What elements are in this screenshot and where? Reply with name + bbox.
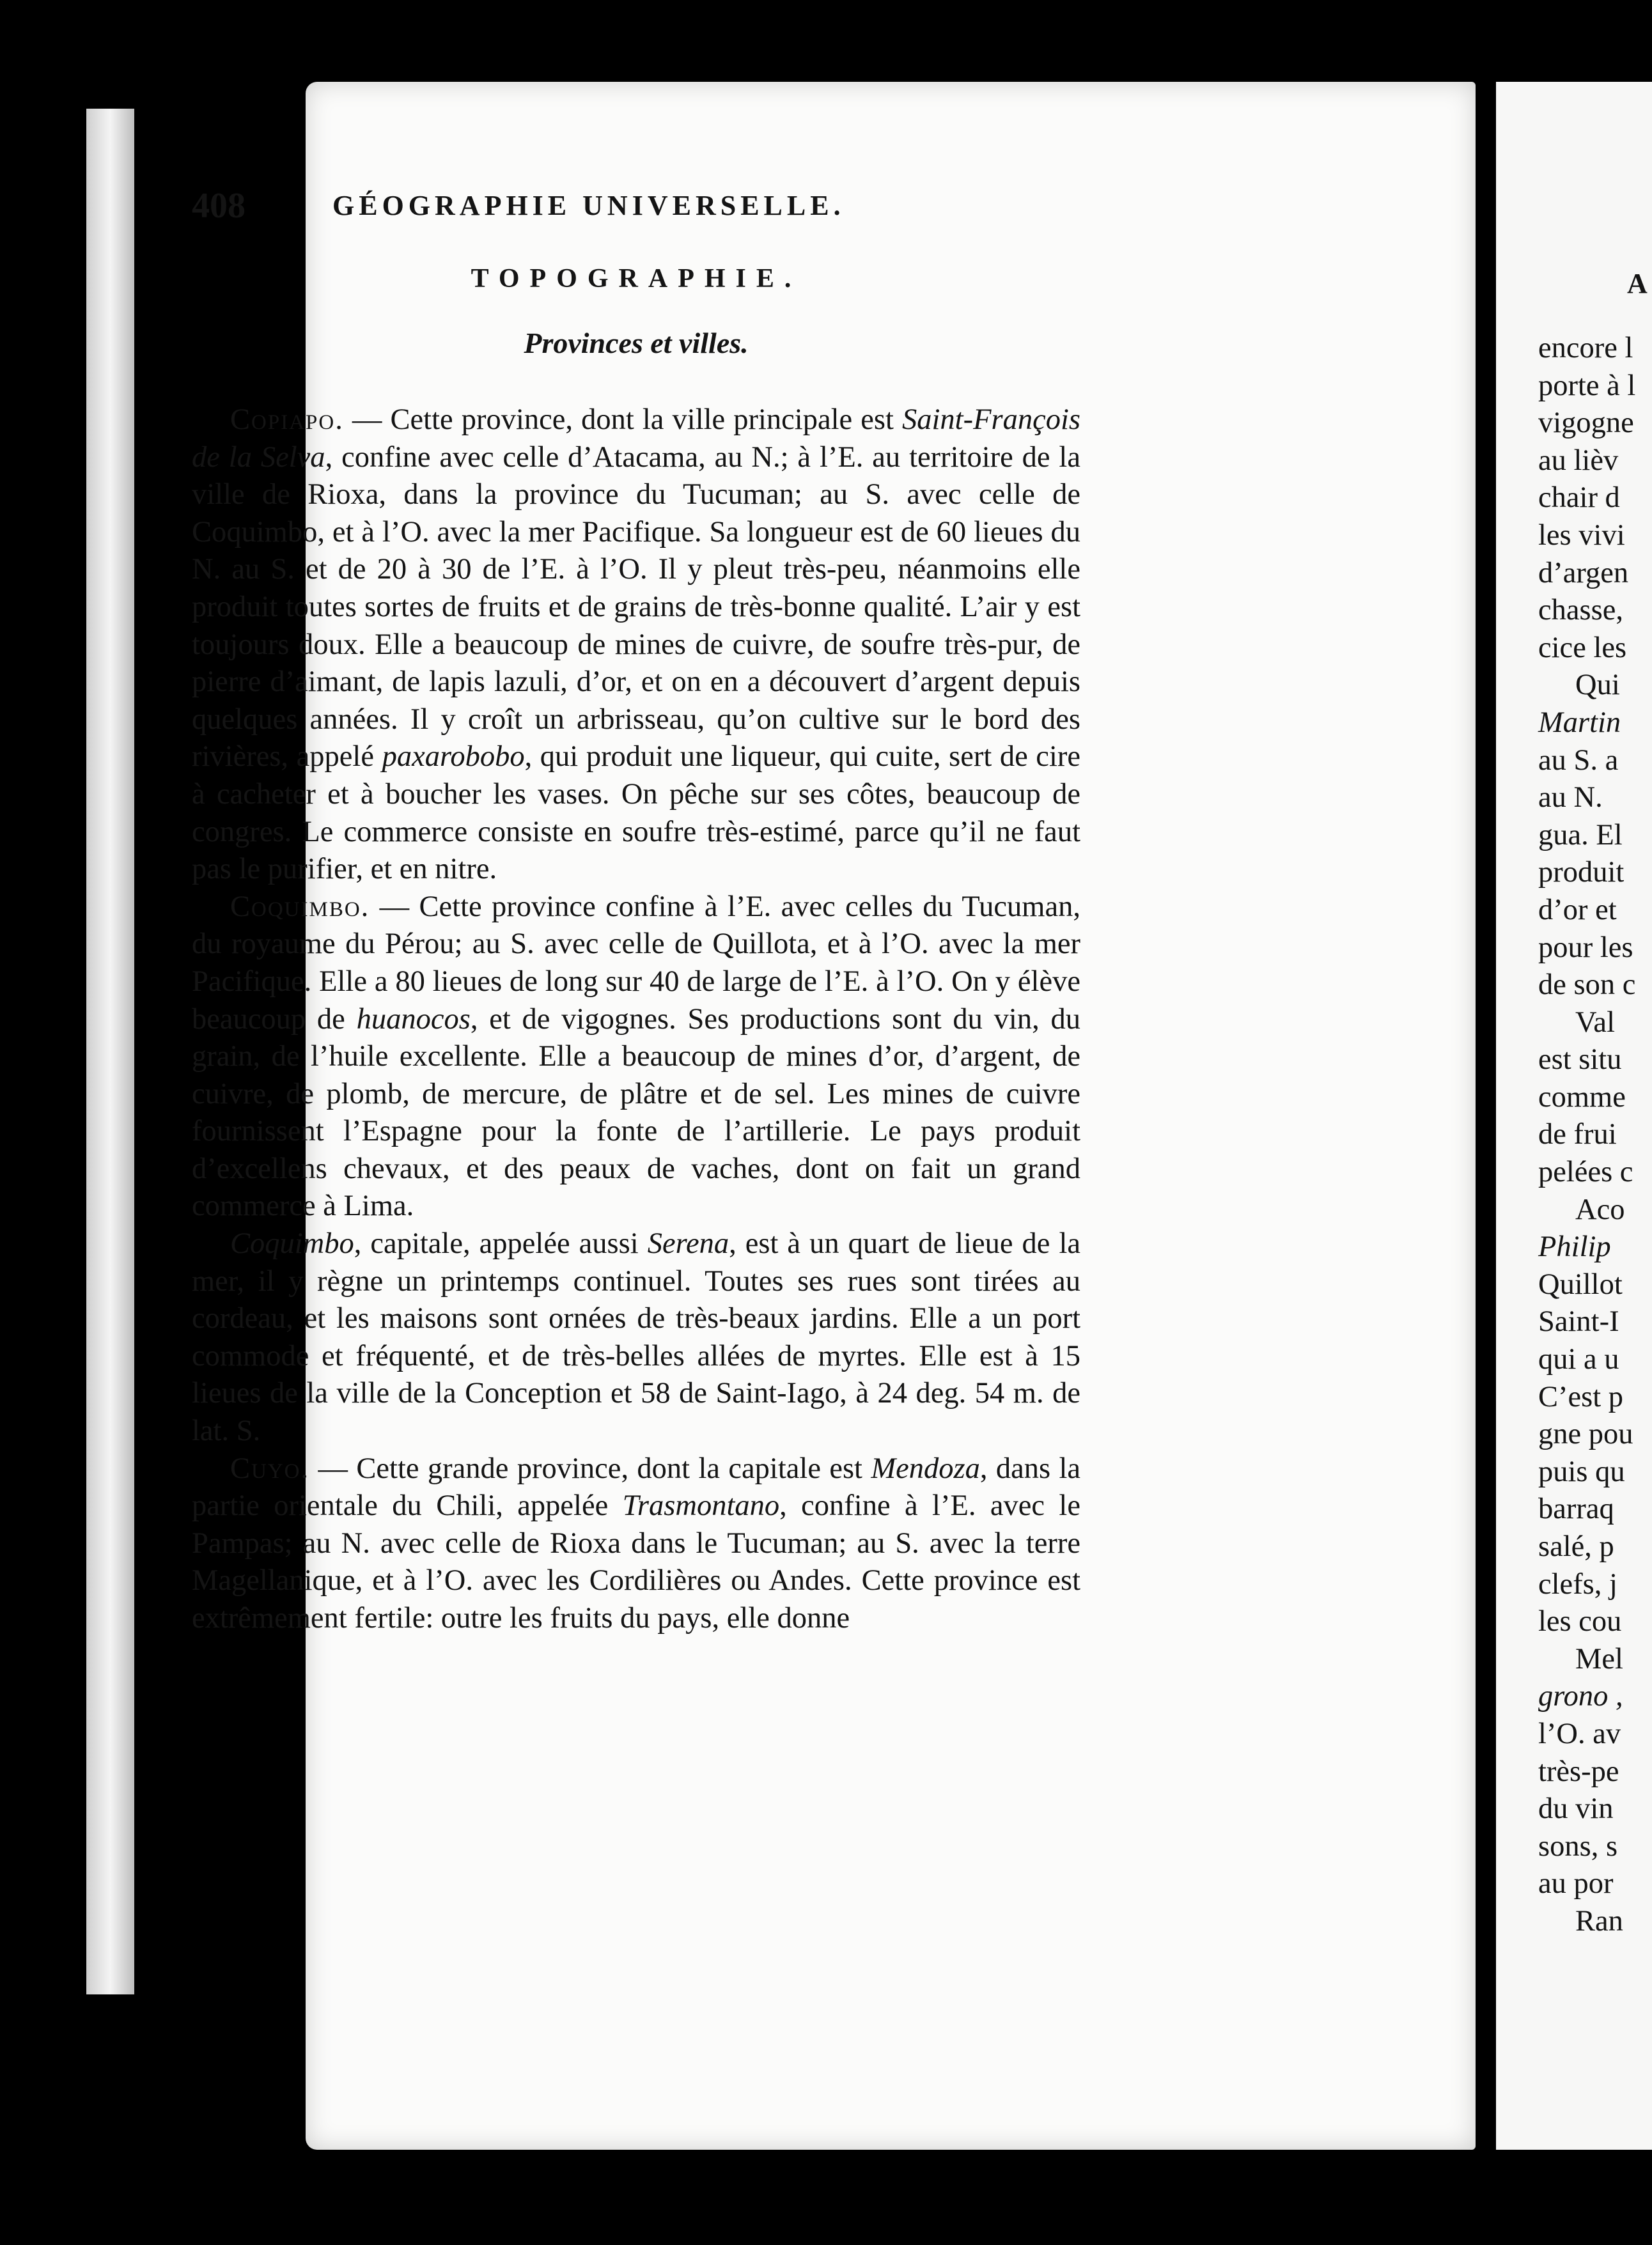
next-page-line: vigogne xyxy=(1538,407,1634,440)
paragraph xyxy=(192,1450,1080,1638)
next-page-line: pelées c xyxy=(1538,1156,1633,1189)
next-page-line: Qui xyxy=(1575,669,1620,702)
paragraph xyxy=(192,401,1080,889)
next-page-line: de son c xyxy=(1538,968,1636,1002)
next-page-line: salé, p xyxy=(1538,1530,1614,1563)
next-page-line: puis qu xyxy=(1538,1455,1625,1488)
next-page-line: Quillot xyxy=(1538,1268,1623,1301)
next-page-line: gne pou xyxy=(1538,1418,1633,1451)
next-page-line: grono , xyxy=(1538,1680,1623,1713)
next-page-line: clefs, j xyxy=(1538,1567,1617,1601)
paragraph xyxy=(192,1225,1080,1450)
next-page-line: d’argen xyxy=(1538,556,1629,589)
next-page-line: Saint-I xyxy=(1538,1305,1619,1339)
italic-term: Saint-François de la Selva xyxy=(192,403,1080,474)
italic-term: paxarobobo xyxy=(382,740,525,773)
next-page-line: au por xyxy=(1538,1867,1614,1900)
italic-term: huanocos xyxy=(356,1002,471,1036)
section-title: TOPOGRAPHIE. xyxy=(471,264,802,293)
next-page-fragment xyxy=(1496,82,1652,2150)
entry-heading: Copiapo. xyxy=(230,403,344,436)
next-page-line: l’O. av xyxy=(1538,1717,1621,1750)
text-run: , dans la partie orientale du Chili, appelée xyxy=(192,1452,1080,1523)
next-page-header: A xyxy=(1627,268,1648,299)
next-page-line: Aco xyxy=(1575,1193,1625,1226)
body-text xyxy=(192,401,1080,1638)
running-title: GÉOGRAPHIE UNIVERSELLE. xyxy=(332,190,845,221)
italic-term: Mendoza xyxy=(871,1452,980,1485)
next-page-line: produit xyxy=(1538,856,1625,889)
next-page-line: Ran xyxy=(1575,1904,1623,1938)
entry-heading: Cuyo. xyxy=(230,1452,310,1485)
next-page-line: au N. xyxy=(1538,781,1603,814)
next-page-lines xyxy=(1538,330,1652,1941)
next-page-line: d’or et xyxy=(1538,893,1617,926)
next-page-line: encore l xyxy=(1538,332,1633,364)
italic-term: Trasmontano xyxy=(622,1489,780,1523)
next-page-line: porte à l xyxy=(1538,369,1636,402)
next-page-line: les vivi xyxy=(1538,518,1625,552)
text-run: , capitale, appelée aussi xyxy=(354,1227,648,1261)
text-run: — Cette province confine à l’E. avec celles du Tucuman, du royaume du Pérou; au S. avec celle de Quillota, et à l’O. avec la mer Pacifique. Elle a 80 lieues de long sur 40 de large de l’E. à l’O. On y élève beaucoup de xyxy=(192,890,1080,1036)
next-page-line: barraq xyxy=(1538,1493,1614,1526)
next-page-line: gua. El xyxy=(1538,818,1623,851)
italic-term: Coquimbo xyxy=(230,1227,354,1261)
page-number: 408 xyxy=(192,186,245,226)
next-page-line: du vin xyxy=(1538,1792,1614,1826)
heading-block xyxy=(192,0,1080,447)
text-run: , qui produit une liqueur, qui cuite, sert de cire à cacheter et à boucher les vases. On pêche sur ses côtes, beaucoup de congres. Le commerce consiste en soufre très-estimé, parce qu’il ne faut pas le purifier, et en nitre. xyxy=(192,740,1080,886)
paragraph xyxy=(192,889,1080,1225)
next-page-line: qui a u xyxy=(1538,1343,1619,1376)
next-page-line: de frui xyxy=(1538,1118,1617,1151)
text-run: , est à un quart de lieue de la mer, il y règne un printemps continuel. Toutes ses rues sont tirées au cordeau, et les maisons sont ornées de très-beaux jardins. Elle a un port commode et fréquenté, et de très-belles allées de myrtes. Elle est à 15 lieues de la ville de la Conception et 58 de Saint-Iago, à 24 deg. 54 m. de lat. S. xyxy=(192,1227,1080,1448)
next-page-line: sons, s xyxy=(1538,1829,1618,1863)
text-run: , confine à l’E. avec le Pampas; au N. avec celle de Rioxa dans le Tucuman; au S. avec la terre Magellanique, et à l’O. avec les Cordilières ou Andes. Cette province est extrêmement fertile: outre les fruits du pays, elle donne xyxy=(192,1489,1080,1635)
next-page-line: au S. a xyxy=(1538,743,1619,777)
text-run: , et de vigognes. Ses productions sont du vin, du grain, de l’huile excellente. Elle a beaucoup de mines d’or, d’argent, de cuivre, de plomb, de mercure, de plâtre et de sel. Les mines de cuivre fournissent l’Espagne pour la fonte de l’artillerie. Le pays produit d’excellens chevaux, et des peaux de vaches, dont on fait un grand commerce à Lima. xyxy=(192,1002,1080,1223)
text-run: — Cette grande province, dont la capitale est xyxy=(309,1452,871,1485)
next-page-line: Mel xyxy=(1575,1642,1623,1675)
next-page-line: chasse, xyxy=(1538,594,1623,627)
next-page-line: Martin xyxy=(1538,706,1621,739)
next-page-line: comme xyxy=(1538,1080,1626,1114)
next-page-line: C’est p xyxy=(1538,1380,1624,1413)
previous-page-edge xyxy=(86,109,134,1994)
next-page-line: pour les xyxy=(1538,931,1633,964)
italic-term: Serena xyxy=(647,1227,729,1261)
next-page-line: Philip xyxy=(1538,1231,1611,1264)
subsection-title: Provinces et villes. xyxy=(524,327,749,359)
next-page-line: chair d xyxy=(1538,481,1620,515)
entry-heading: Coquimbo. xyxy=(230,890,370,923)
next-page-line: est situ xyxy=(1538,1043,1622,1076)
next-page-line: Val xyxy=(1575,1006,1615,1039)
next-page-line: cice les xyxy=(1538,631,1627,664)
next-page-line: au lièv xyxy=(1538,444,1619,477)
text-run: , confine avec celle d’Atacama, au N.; à l’E. au territoire de la ville de Rioxa, dans la province du Tucuman; au S. avec celle de Coquimbo, et à l’O. avec la mer Pacifique. Sa longueur est de 60 lieues du N. au S. et de 20 à 30 de l’E. à l’O. Il y pleut très-peu, néanmoins elle produit toutes sortes de fruits et de grains de très-bonne qualité. L’air y est toujours doux. Elle a beaucoup de mines de cuivre, de soufre très-pur, de pierre d’aimant, de lapis lazuli, d’or, et on en a découvert d’argent depuis quelques années. Il y croît un arbrisseau, qu’on cultive sur le bord des rivières, appelé xyxy=(192,440,1080,773)
next-page-line: les cou xyxy=(1538,1605,1622,1638)
text-run: — Cette province, dont la ville principale est xyxy=(343,403,903,436)
next-page-line: très-pe xyxy=(1538,1755,1619,1788)
